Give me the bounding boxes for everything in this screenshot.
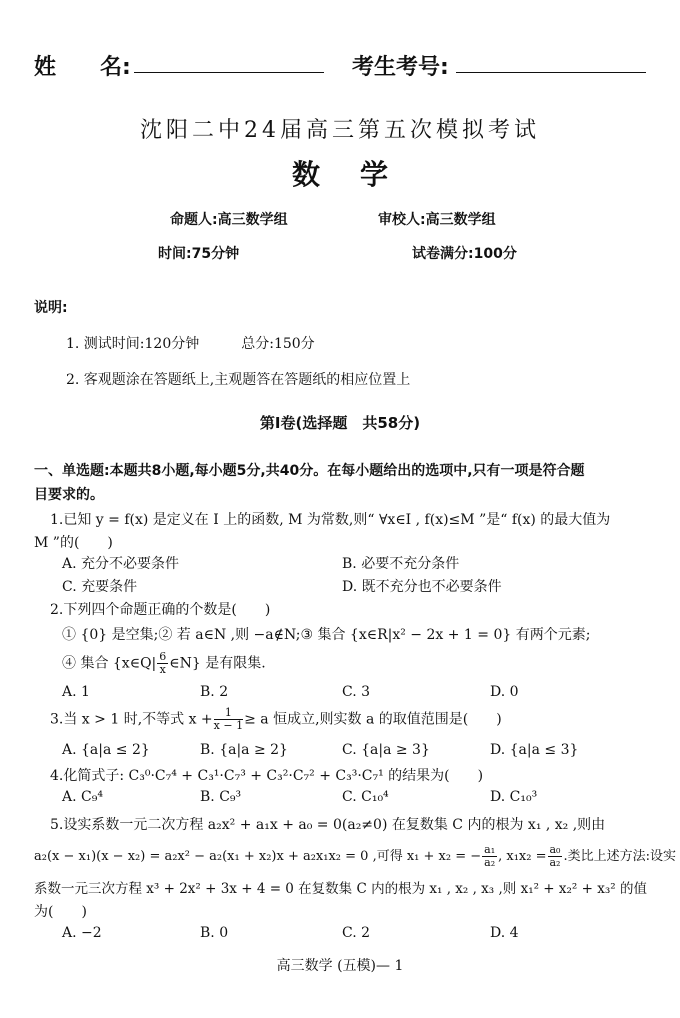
- q5-option-c: C. 2: [342, 925, 371, 941]
- q4-option-b: B. C₉³: [200, 789, 242, 805]
- q1-stem: 1.已知 y = f(x) 是定义在 I 上的函数, M 为常数,则“ ∀x∈I , f(x)≤M ”是“ f(x) 的最大值为: [50, 512, 611, 528]
- q1-option-a: A. 充分不必要条件: [62, 556, 180, 572]
- q4-option-a: A. C₉⁴: [62, 789, 103, 805]
- q2-fraction: $\frac{6}{x}$: [159, 650, 167, 676]
- q4-option-d: D. C₁₀³: [490, 789, 538, 805]
- q5-fraction-a1-a2: $\frac{\text{a₁}}{\text{a₂}}$: [484, 843, 496, 869]
- setter-info: 命题人:高三数学组: [170, 212, 288, 228]
- q2-option-c: C. 3: [342, 684, 371, 700]
- part1-intro-cont: 目要求的。: [34, 487, 104, 503]
- q2-option-a: A. 1: [62, 684, 90, 700]
- exam-number-label: 考生考号:: [352, 55, 449, 80]
- q2-statement-4: ④ 集合 {x∈Q| $\frac{6}{x}$ ∈N} 是有限集.: [62, 650, 266, 676]
- subject-title: 数学: [291, 158, 428, 191]
- q3-option-b: B. {a|a ≥ 2}: [200, 742, 288, 758]
- note-item: 2. 客观题涂在答题纸上,主观题答在答题纸的相应位置上: [66, 372, 411, 388]
- q2-option-b: B. 2: [200, 684, 229, 700]
- notes-heading: 说明:: [34, 300, 68, 316]
- name-blank: [134, 52, 324, 73]
- q4-option-c: C. C₁₀⁴: [342, 789, 389, 805]
- q1-stem-cont: M ”的( ): [34, 535, 113, 551]
- reviewer-info: 审校人:高三数学组: [378, 212, 496, 228]
- exam-number-blank: [456, 52, 646, 73]
- exam-title: 沈阳二中24届高三第五次模拟考试: [140, 118, 540, 143]
- q5-derivation: a₂(x − x₁)(x − x₂) = a₂x² − a₂(x₁ + x₂)x + a₂x₁x₂ = 0 ,可得 x₁ + x₂ = − $\frac{\text{a₁}}{\text{a₂}}$ , x₁x₂ = $\frac{\text{a₀}}{\text{a₂}}$ .类比上述方法:设实: [34, 843, 676, 869]
- q5-option-d: D. 4: [490, 925, 519, 941]
- name-label: 姓 名:: [34, 55, 131, 80]
- q5-fraction-a0-a2: $\frac{\text{a₀}}{\text{a₂}}$: [549, 843, 561, 869]
- q5-analogy: 系数一元三次方程 x³ + 2x² + 3x + 4 = 0 在复数集 C 内的根为 x₁ , x₂ , x₃ ,则 x₁² + x₂² + x₃² 的值: [34, 881, 647, 897]
- q5-stem: 5.设实系数一元二次方程 a₂x² + a₁x + a₀ = 0(a₂≠0) 在复数集 C 内的根为 x₁ , x₂ ,则由: [50, 817, 606, 833]
- q2-option-d: D. 0: [490, 684, 519, 700]
- q5-option-b: B. 0: [200, 925, 229, 941]
- q1-option-d: D. 既不充分也不必要条件: [342, 579, 502, 595]
- q4-stem: 4.化简式子: C₃⁰·C₇⁴ + C₃¹·C₇³ + C₃²·C₇² + C₃³·C₇¹ 的结果为( ): [50, 768, 484, 784]
- section-title: 第Ⅰ卷(选择题 共58分): [259, 414, 421, 432]
- q5-stem-cont: 为( ): [34, 904, 87, 920]
- q3-option-a: A. {a|a ≤ 2}: [62, 742, 150, 758]
- q3-fraction: $\frac{1}{x - 1}$: [213, 706, 244, 732]
- time-info: 时间:75分钟: [158, 246, 240, 262]
- q5-option-a: A. −2: [62, 925, 102, 941]
- page-footer: 高三数学 (五模)— 1: [276, 958, 404, 974]
- note-item: 1. 测试时间:120分钟 总分:150分: [66, 336, 315, 352]
- q1-option-b: B. 必要不充分条件: [342, 556, 460, 572]
- q3-option-d: D. {a|a ≤ 3}: [490, 742, 579, 758]
- q3-option-c: C. {a|a ≥ 3}: [342, 742, 430, 758]
- part1-intro: 一、单选题:本题共8小题,每小题5分,共40分。在每小题给出的选项中,只有一项是符合题: [34, 463, 585, 479]
- q3-stem: 3.当 x > 1 时,不等式 x + $\frac{1}{x - 1}$ ≥ a 恒成立,则实数 a 的取值范围是( ): [50, 706, 502, 732]
- q2-stem: 2.下列四个命题正确的个数是( ): [50, 602, 271, 618]
- q2-statements-1-3: ① {0} 是空集;② 若 a∈N ,则 −a∉N;③ 集合 {x∈R|x² − 2x + 1 = 0} 有两个元素;: [62, 627, 591, 643]
- full-score-info: 试卷满分:100分: [412, 246, 517, 262]
- q1-option-c: C. 充要条件: [62, 579, 138, 595]
